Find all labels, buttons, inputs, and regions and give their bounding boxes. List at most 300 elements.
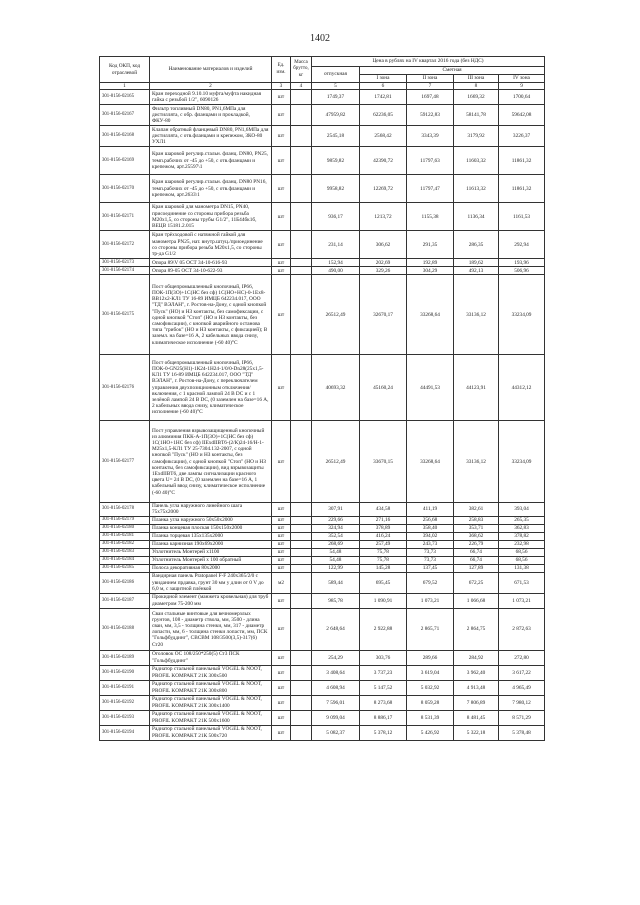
- row-price-zone-4: 393,04: [499, 503, 545, 516]
- row-price-zone-2: 33268,64: [407, 421, 454, 503]
- row-name: Кран трёхходовой с натяжной гайкой для манометра PN25, нат. внутр.штуц./приоединение со стороны прибора резьба М20x1,5, со стороны тр-да G1/2: [150, 231, 272, 259]
- row-code: 301-8156-02177: [100, 421, 150, 503]
- table-row: [100, 267, 545, 275]
- row-price-zone-1: 434,58: [360, 503, 407, 516]
- row-price-zone-1: 1213,72: [360, 203, 407, 231]
- row-price-zone-3: 58141,78: [454, 105, 499, 126]
- row-name: Кран шаровой регулир.стальн. фланц. DN80 PN16, темп.рабочих от -45 до +50, с отв.фланцами и крепежом, арт.2633\1: [150, 175, 272, 203]
- row-price-zone-3: 66,74: [454, 556, 499, 564]
- row-name: Кран шаровой регулир.стальн. фланц. DN80, PN25, темп.рабочих от -45 до +50, с отв.фланцами и крепежом, арт.25597\1: [150, 147, 272, 175]
- row-price-wholesale: 1749,37: [312, 90, 360, 105]
- row-price-zone-3: 4 913,48: [454, 680, 499, 695]
- table-row: [100, 665, 545, 680]
- row-code: 301-8156-02165: [100, 90, 150, 105]
- row-price-zone-3: 3 962,40: [454, 665, 499, 680]
- row-unit: шт: [272, 556, 291, 564]
- row-price-zone-2: 33268,64: [407, 275, 454, 355]
- row-price-zone-2: 2 865,71: [407, 608, 454, 650]
- header-estimated: Сметная: [360, 67, 545, 75]
- row-price-zone-1: 33670,15: [360, 421, 407, 503]
- column-number: 1: [100, 83, 150, 90]
- row-price-zone-4: 59642,08: [499, 105, 545, 126]
- row-mass: [291, 564, 312, 572]
- table-row: [100, 421, 545, 503]
- row-mass: [291, 572, 312, 593]
- row-name: Радиатор стальной панельный VOGEL & NOOT, PROFIL KOMPAKT 21К 500x720: [150, 725, 272, 740]
- row-price-zone-3: 44123,91: [454, 355, 499, 421]
- row-price-zone-4: 11861,32: [499, 175, 545, 203]
- row-name: Планка карнизная 190x69x2000: [150, 540, 272, 548]
- row-price-zone-2: 289,66: [407, 650, 454, 665]
- row-price-zone-1: 416,24: [360, 532, 407, 540]
- row-price-zone-4: 7 980,12: [499, 695, 545, 710]
- row-code: 301-8156-02188: [100, 608, 150, 650]
- table-row: [100, 650, 545, 665]
- header-zone-3: III зона: [454, 75, 499, 83]
- table-row: [100, 564, 545, 572]
- row-code: 301-8156-02172: [100, 231, 150, 259]
- row-price-wholesale: 47959,82: [312, 105, 360, 126]
- row-name: Панель угла наружного линейного шага 75x75x2000: [150, 503, 272, 516]
- row-price-wholesale: 3 408,64: [312, 665, 360, 680]
- row-unit: шт: [272, 608, 291, 650]
- row-unit: шт: [272, 105, 291, 126]
- row-price-zone-2: 192,89: [407, 259, 454, 267]
- row-name: Клапан обратный фланцевый DN80, PN1,6МПа для дистиллята, с отв.фланцами и крепежом, ЗКО-80 УХЛ1: [150, 126, 272, 147]
- row-mass: [291, 680, 312, 695]
- row-price-zone-4: 378,82: [499, 532, 545, 540]
- row-name: Фильтр топливный DN80, PN1,6МПа для дистиллята, с обр. фланцами и прокладкой, ФКУ-80: [150, 105, 272, 126]
- row-unit: шт: [272, 540, 291, 548]
- table-row: [100, 503, 545, 516]
- row-unit: шт: [272, 175, 291, 203]
- table-row: [100, 105, 545, 126]
- row-price-zone-4: 4 965,49: [499, 680, 545, 695]
- row-price-zone-3: 127,89: [454, 564, 499, 572]
- row-unit: шт: [272, 516, 291, 524]
- row-code: 301-8156-02174: [100, 267, 150, 275]
- row-unit: шт: [272, 275, 291, 355]
- table-row: [100, 556, 545, 564]
- row-name: Планка угла наружного 50x50x2000: [150, 516, 272, 524]
- table-row: [100, 608, 545, 650]
- row-code: 301-8156-02184: [100, 556, 150, 564]
- row-price-wholesale: 54,48: [312, 548, 360, 556]
- row-price-zone-1: 42390,72: [360, 147, 407, 175]
- row-mass: [291, 695, 312, 710]
- row-price-zone-3: 368,62: [454, 532, 499, 540]
- row-price-zone-2: 243,73: [407, 540, 454, 548]
- row-name: Кран шаровой для манометра DN15, PN40, присоединение со стороны прибора резьба М20x1,5, со стороны трубы G1/2", 11Б44бк1б, ВЕЦВ 15181.2.015: [150, 203, 272, 231]
- row-price-zone-2: 394,02: [407, 532, 454, 540]
- row-price-zone-3: 226,79: [454, 540, 499, 548]
- row-price-wholesale: 2545,18: [312, 126, 360, 147]
- row-price-zone-3: 11603,32: [454, 147, 499, 175]
- row-price-zone-4: 506,96: [499, 267, 545, 275]
- row-name: Уплотнитель Монтерей х1100: [150, 548, 272, 556]
- row-mass: [291, 593, 312, 608]
- row-price-zone-1: 303,76: [360, 650, 407, 665]
- row-price-zone-4: 1700,64: [499, 90, 545, 105]
- row-price-zone-4: 1161,53: [499, 203, 545, 231]
- row-price-zone-4: 292,94: [499, 231, 545, 259]
- row-name: Планка концевая плоская 150x150x2000: [150, 524, 272, 532]
- table-row: [100, 532, 545, 540]
- row-price-zone-2: 3343,39: [407, 126, 454, 147]
- row-code: 301-8156-02168: [100, 126, 150, 147]
- row-mass: [291, 556, 312, 564]
- row-code: 301-8156-02190: [100, 665, 150, 680]
- row-unit: шт: [272, 665, 291, 680]
- row-price-zone-2: 679,52: [407, 572, 454, 593]
- row-price-zone-4: 8 571,29: [499, 710, 545, 725]
- table-row: [100, 259, 545, 267]
- row-unit: шт: [272, 532, 291, 540]
- row-unit: шт: [272, 564, 291, 572]
- header-mass: Масса брутто, кг: [291, 57, 312, 83]
- column-number: 8: [454, 83, 499, 90]
- row-name: Радиатор стальной панельный VOGEL & NOOT, PROFIL KOMPAKT 21К 300x800: [150, 680, 272, 695]
- row-name: Радиатор стальной панельный VOGEL & NOOT, PROFIL KOMPAKT 21К 500x1600: [150, 710, 272, 725]
- row-mass: [291, 548, 312, 556]
- row-mass: [291, 421, 312, 503]
- row-price-zone-1: 202,69: [360, 259, 407, 267]
- row-unit: шт: [272, 593, 291, 608]
- row-mass: [291, 503, 312, 516]
- row-price-zone-3: 2 864,75: [454, 608, 499, 650]
- column-number: 9: [499, 83, 545, 90]
- row-price-wholesale: 9958,82: [312, 175, 360, 203]
- row-price-wholesale: 936,17: [312, 203, 360, 231]
- row-mass: [291, 516, 312, 524]
- row-price-wholesale: 122,99: [312, 564, 360, 572]
- row-price-zone-1: 329,26: [360, 267, 407, 275]
- header-price-group: Цена в рублях на IV квартал 2016 года (без НДС): [312, 57, 545, 67]
- table-header: [100, 57, 545, 90]
- row-code: 301-8156-02178: [100, 503, 150, 516]
- row-price-zone-4: 671,53: [499, 572, 545, 593]
- row-name: Опора 89-05 ОСТ 34-10-622-93: [150, 267, 272, 275]
- row-price-zone-1: 3 737,23: [360, 665, 407, 680]
- table-row: [100, 126, 545, 147]
- row-price-zone-3: 492,13: [454, 267, 499, 275]
- row-price-zone-4: 265,35: [499, 516, 545, 524]
- row-price-zone-1: 12269,72: [360, 175, 407, 203]
- row-name: Пост общепромышленный кнопочный, IP66, ПОК-0-GN25(Н1)-1К24-1Н24-1/0/0-Dn28(25x1,5-КЛ1 ТУ 16-89 ИМЦБ 642234.017, ООО "ТД" ВЭЛАН", г. Ростов-на-Дону, с переключателем управления двухпозиционным отключения/включения, с 1 красной лампой 24 В DC и с 1 зелёной лампой 24 В DC, (0 заземлен на базе=16 А, 2 кабельных ввода снизу, климатическое исполнение (-60 40)°С: [150, 355, 272, 421]
- row-code: 301-8156-02169: [100, 147, 150, 175]
- row-name: Уплотнитель Монтерей х 100 обратный: [150, 556, 272, 564]
- table-row: [100, 548, 545, 556]
- row-price-zone-1: 378,89: [360, 524, 407, 532]
- row-unit: шт: [272, 650, 291, 665]
- row-price-zone-3: 33136,12: [454, 275, 499, 355]
- row-name: Планка торцевая 135x135x2000: [150, 532, 272, 540]
- row-name: Вандирная панель Pratopanel F-F 240x365/2/0 с увиданием прдавка, грунт 30 мм у длин от 0 V до 6,0 м, с защитной плёнкой: [150, 572, 272, 593]
- row-price-zone-4: 193,96: [499, 259, 545, 267]
- row-name: Прокидной элемент (манжета кровельная) для труб диаметром 75-200 мм: [150, 593, 272, 608]
- row-mass: [291, 355, 312, 421]
- row-price-wholesale: 589,44: [312, 572, 360, 593]
- row-price-zone-1: 75,78: [360, 556, 407, 564]
- row-price-zone-4: 232,98: [499, 540, 545, 548]
- row-price-zone-2: 11797,47: [407, 175, 454, 203]
- header-code: Код ОКП, код отраслевой: [100, 57, 150, 83]
- row-price-zone-4: 68,56: [499, 548, 545, 556]
- table-row: [100, 203, 545, 231]
- header-zone-4: IV зона: [499, 75, 545, 83]
- row-mass: [291, 259, 312, 267]
- row-unit: шт: [272, 126, 291, 147]
- row-price-zone-1: 45160,24: [360, 355, 407, 421]
- row-price-wholesale: 352,54: [312, 532, 360, 540]
- row-price-zone-3: 5 322,18: [454, 725, 499, 740]
- row-price-wholesale: 26512,49: [312, 275, 360, 355]
- row-price-wholesale: 2 648,64: [312, 608, 360, 650]
- row-price-zone-3: 3179,92: [454, 126, 499, 147]
- row-name: Оголовок ОС 108/250*250(5) Ст3 ПСК "Гольфбуддинг": [150, 650, 272, 665]
- row-price-zone-2: 358,40: [407, 524, 454, 532]
- row-price-zone-3: 353,71: [454, 524, 499, 532]
- row-price-zone-3: 258,83: [454, 516, 499, 524]
- row-unit: шт: [272, 503, 291, 516]
- row-unit: м2: [272, 572, 291, 593]
- row-mass: [291, 524, 312, 532]
- row-price-zone-2: 8 531,39: [407, 710, 454, 725]
- row-mass: [291, 650, 312, 665]
- table-row: [100, 695, 545, 710]
- table-row: [100, 516, 545, 524]
- row-code: 301-8156-02175: [100, 275, 150, 355]
- row-price-zone-3: 1669,32: [454, 90, 499, 105]
- row-name: Пост общепромышленный кнопочный, IP66, ПОК-1П(3О)+1C(НС без сф) 1С(НО+НС)-0-1Ех8-ВВ12х2-КЛ1 ТУ 16-89 ИМЦБ 642234.017, ООО "ТД" ВЭЛАН", г. Ростов-на-Дону, с одной кнопкой "Пуск" (НО) и НЗ контакты, без самофиксации, с одной кнопкой "Стоп" (НО и НЗ контакты, без самофиксации), с кнопкой аварийного останова типа "грибок" (НО и НЗ контакты, с фиксацией); В заземл. на базе=16 А, 2 кабельных ввода снизу, климатическое исполнение (-60 40)°С: [150, 275, 272, 355]
- row-price-zone-4: 5 378,48: [499, 725, 545, 740]
- column-number: 6: [360, 83, 407, 90]
- row-price-zone-2: 1697,48: [407, 90, 454, 105]
- row-code: 301-8156-02173: [100, 259, 150, 267]
- row-price-zone-2: 1155,38: [407, 203, 454, 231]
- row-name: Опора 89\V 05 ОСТ 34-10-616-93: [150, 259, 272, 267]
- row-unit: шт: [272, 231, 291, 259]
- row-price-wholesale: 54,48: [312, 556, 360, 564]
- row-price-wholesale: 490,00: [312, 267, 360, 275]
- row-price-zone-2: 411,19: [407, 503, 454, 516]
- row-price-zone-4: 131,38: [499, 564, 545, 572]
- row-code: 301-8156-02192: [100, 695, 150, 710]
- row-price-zone-1: 271,16: [360, 516, 407, 524]
- row-price-wholesale: 231,14: [312, 231, 360, 259]
- column-number-row: [100, 83, 545, 90]
- row-code: 301-8156-02182: [100, 540, 150, 548]
- row-price-zone-2: 291,35: [407, 231, 454, 259]
- row-price-zone-1: 257,49: [360, 540, 407, 548]
- header-wholesale: отпускная: [312, 67, 360, 83]
- table-body: [100, 90, 545, 740]
- row-price-zone-4: 3226,37: [499, 126, 545, 147]
- row-price-zone-4: 3 617,22: [499, 665, 545, 680]
- row-unit: шт: [272, 267, 291, 275]
- row-code: 301-8156-02170: [100, 175, 150, 203]
- row-name: Полоса декоративная 80x2000: [150, 564, 272, 572]
- row-unit: шт: [272, 259, 291, 267]
- table-row: [100, 710, 545, 725]
- row-mass: [291, 532, 312, 540]
- row-unit: шт: [272, 355, 291, 421]
- row-price-wholesale: 40693,32: [312, 355, 360, 421]
- row-price-zone-2: 73,73: [407, 556, 454, 564]
- row-price-zone-4: 44312,12: [499, 355, 545, 421]
- row-mass: [291, 267, 312, 275]
- row-price-wholesale: 9 099,04: [312, 710, 360, 725]
- row-mass: [291, 710, 312, 725]
- header-zone-1: I зона: [360, 75, 407, 83]
- row-price-zone-1: 8 273,68: [360, 695, 407, 710]
- row-price-zone-3: 7 806,89: [454, 695, 499, 710]
- row-price-wholesale: 324,94: [312, 524, 360, 532]
- row-price-zone-1: 145,28: [360, 564, 407, 572]
- column-number: 5: [312, 83, 360, 90]
- row-price-zone-3: 286,35: [454, 231, 499, 259]
- row-unit: шт: [272, 680, 291, 695]
- row-unit: шт: [272, 203, 291, 231]
- row-price-zone-2: 256,68: [407, 516, 454, 524]
- row-name: Сваи стальные винтовые для вечномерзлых грунтов, 108 - диаметр ствола, мм, 3500 - длина сваи, мм, 3,5 - толщина стенки, мм, 317 - диаметр лопасти, мм, 6 - толщина стенки лопасти, мм, ПСК "Гольфбуддинг", СВСВМ 108/3500(3,5)-317(6) Ст20: [150, 608, 272, 650]
- row-price-zone-1: 8 886,17: [360, 710, 407, 725]
- row-price-wholesale: 229,66: [312, 516, 360, 524]
- table-row: [100, 540, 545, 548]
- column-number: 7: [407, 83, 454, 90]
- row-mass: [291, 231, 312, 259]
- page-number: 1402: [310, 33, 330, 44]
- table-row: [100, 355, 545, 421]
- row-price-zone-2: 137,45: [407, 564, 454, 572]
- row-price-zone-2: 304,29: [407, 267, 454, 275]
- row-price-zone-3: 382,61: [454, 503, 499, 516]
- row-price-zone-1: 306,62: [360, 231, 407, 259]
- row-price-zone-4: 362,83: [499, 524, 545, 532]
- row-code: 301-8156-02187: [100, 593, 150, 608]
- price-table: [99, 56, 545, 741]
- row-price-wholesale: 7 596,01: [312, 695, 360, 710]
- row-price-zone-1: 32670,17: [360, 275, 407, 355]
- row-price-zone-2: 3 619,04: [407, 665, 454, 680]
- row-price-wholesale: 4 608,94: [312, 680, 360, 695]
- row-price-wholesale: 5 082,37: [312, 725, 360, 740]
- row-mass: [291, 105, 312, 126]
- header-name: Наименование материалов и изделий: [150, 57, 272, 83]
- row-code: 301-8156-02185: [100, 564, 150, 572]
- row-code: 301-8156-02183: [100, 548, 150, 556]
- row-price-wholesale: 26512,49: [312, 421, 360, 503]
- table-row: [100, 593, 545, 608]
- row-price-zone-3: 284,92: [454, 650, 499, 665]
- row-code: 301-8156-02167: [100, 105, 150, 126]
- row-unit: шт: [272, 147, 291, 175]
- row-name: Радиатор стальной панельный VOGEL & NOOT, PROFIL KOMPAKT 21К 300x1400: [150, 695, 272, 710]
- row-name: Радиатор стальной панельный VOGEL & NOOT, PROFIL KOMPAKT 21К 300x500: [150, 665, 272, 680]
- row-price-wholesale: 9859,82: [312, 147, 360, 175]
- row-unit: шт: [272, 548, 291, 556]
- table-row: [100, 175, 545, 203]
- row-price-zone-3: 11613,32: [454, 175, 499, 203]
- row-price-zone-4: 68,56: [499, 556, 545, 564]
- row-unit: шт: [272, 421, 291, 503]
- row-price-zone-2: 8 059,28: [407, 695, 454, 710]
- column-number: 2: [150, 83, 272, 90]
- row-mass: [291, 275, 312, 355]
- row-price-zone-4: 1 073,21: [499, 593, 545, 608]
- table-row: [100, 275, 545, 355]
- row-price-zone-1: 62236,05: [360, 105, 407, 126]
- row-code: 301-8156-02181: [100, 532, 150, 540]
- row-unit: шт: [272, 524, 291, 532]
- row-name: Кран переходной 9.10.10 муфта/муфта накидная гайка с резьбой 1/2", 6090126: [150, 90, 272, 105]
- row-unit: шт: [272, 695, 291, 710]
- row-price-zone-4: 11861,32: [499, 147, 545, 175]
- row-price-zone-2: 1 073,21: [407, 593, 454, 608]
- row-name: Пост управления взрывозащищенный кнопочный из алюминия ПКК-А-1П(3О)+1C(НС без сф) 1C(1НО+1НС без сф) IIExdIIBT6-(2/К)24-16/Н-1-М25x1,5-КЛ1 ТУ 25-7304.132-2007, с одной кнопкой "Пуск" (НО и НЗ контакты, без самофиксации), с одной кнопкой "Стоп" (НО и НЗ контакты, без самофиксации), вид взрывозащиты 1ExdIIBT6, две лампы сигнализации красного цвета U= 24 В DC, (0 заземлен на базе=16 А, 1 кабельный ввод снизу, климатическое исполнение (-60 40)°С: [150, 421, 272, 503]
- header-unit: Ед. изм.: [272, 57, 291, 83]
- row-code: 301-8156-02193: [100, 710, 150, 725]
- row-price-zone-4: 33234,09: [499, 421, 545, 503]
- row-price-wholesale: 307,91: [312, 503, 360, 516]
- row-price-zone-2: 5 426,92: [407, 725, 454, 740]
- row-price-zone-2: 44491,53: [407, 355, 454, 421]
- table-row: [100, 524, 545, 532]
- row-code: 301-8156-02176: [100, 355, 150, 421]
- row-price-wholesale: 985,78: [312, 593, 360, 608]
- row-code: 301-8156-02191: [100, 680, 150, 695]
- row-mass: [291, 90, 312, 105]
- row-code: 301-8156-02186: [100, 572, 150, 593]
- table-row: [100, 231, 545, 259]
- row-price-zone-1: 1 090,91: [360, 593, 407, 608]
- row-mass: [291, 540, 312, 548]
- row-mass: [291, 126, 312, 147]
- row-price-zone-1: 2568,42: [360, 126, 407, 147]
- row-code: 301-8156-02189: [100, 650, 150, 665]
- row-price-zone-4: 272,80: [499, 650, 545, 665]
- row-mass: [291, 665, 312, 680]
- row-price-zone-4: 33234,09: [499, 275, 545, 355]
- row-price-zone-2: 11797,63: [407, 147, 454, 175]
- row-price-zone-2: 73,73: [407, 548, 454, 556]
- row-price-wholesale: 152,94: [312, 259, 360, 267]
- row-mass: [291, 203, 312, 231]
- row-unit: шт: [272, 725, 291, 740]
- row-price-zone-3: 672,25: [454, 572, 499, 593]
- row-price-zone-1: 1742,81: [360, 90, 407, 105]
- table-row: [100, 147, 545, 175]
- row-price-zone-4: 2 872,63: [499, 608, 545, 650]
- row-unit: шт: [272, 710, 291, 725]
- row-mass: [291, 725, 312, 740]
- row-code: 301-8156-02194: [100, 725, 150, 740]
- column-number: 3: [272, 83, 291, 90]
- row-price-zone-3: 189,62: [454, 259, 499, 267]
- row-price-zone-1: 5 147,52: [360, 680, 407, 695]
- row-mass: [291, 147, 312, 175]
- row-price-zone-2: 59122,83: [407, 105, 454, 126]
- row-price-wholesale: 254,29: [312, 650, 360, 665]
- row-price-zone-3: 1136,34: [454, 203, 499, 231]
- row-code: 301-8156-02171: [100, 203, 150, 231]
- row-price-zone-3: 66,74: [454, 548, 499, 556]
- row-price-zone-1: 5 378,12: [360, 725, 407, 740]
- row-price-wholesale: 268,69: [312, 540, 360, 548]
- row-mass: [291, 608, 312, 650]
- column-number: 4: [291, 83, 312, 90]
- table-row: [100, 90, 545, 105]
